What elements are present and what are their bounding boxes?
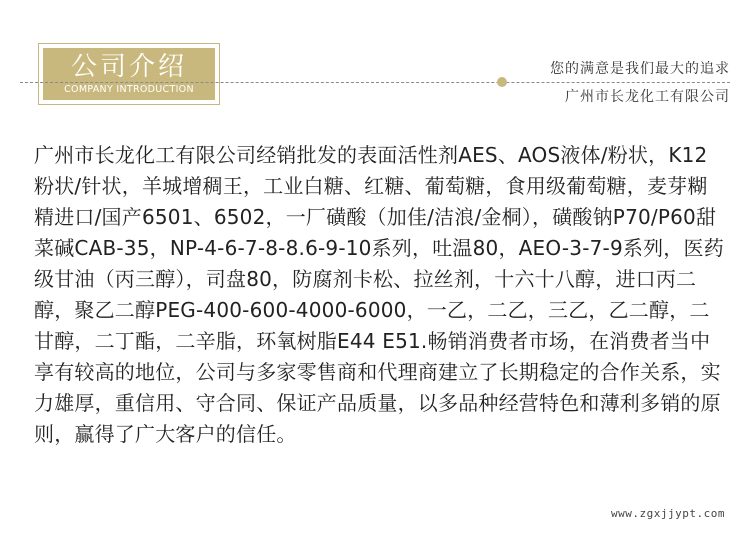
badge-title: 公司介绍: [70, 52, 187, 82]
company-name-text: 广州市长龙化工有限公司: [565, 89, 730, 105]
badge-subtitle: COMPANY INTRODUCTION: [64, 84, 194, 95]
watermark-url: www.zgxjjypt.com: [611, 507, 725, 520]
company-intro-paragraph: 广州市长龙化工有限公司经销批发的表面活性剂AES、AOS液体/粉状，K12粉状/针状，羊城增稠王，工业白糖、红糖、葡萄糖，食用级葡萄糖，麦芽糊精进口/国产6501、6502，一厂磺酸（加佳/洁浪/金桐），磺酸钠P70/P60甜菜碱CAB-35，NP-4-6-7-8-8.6-9-10系列，吐温80，AEO-3-7-9系列，医药级甘油（丙三醇），司盘80，防腐剂卡松、拉丝剂，十六十八醇，进口丙二醇，聚乙二醇PEG-400-600-4000-6000，一乙，二乙，三乙，乙二醇，二甘醇，二丁酯，二辛脂，环氧树脂E44 E51.畅销消费者市场，在消费者当中享有较高的地位，公司与多家零售商和代理商建立了长期稳定的合作关系，实力雄厚，重信用、守合同、保证产品质量，以多品种经营特色和薄利多销的原则，赢得了广大客户的信任。: [34, 143, 724, 446]
dashed-divider: [20, 82, 730, 83]
company-introduction-badge: [38, 43, 220, 105]
divider-dot-icon: [497, 77, 507, 87]
slogan-text: 您的满意是我们最大的追求: [550, 61, 730, 77]
